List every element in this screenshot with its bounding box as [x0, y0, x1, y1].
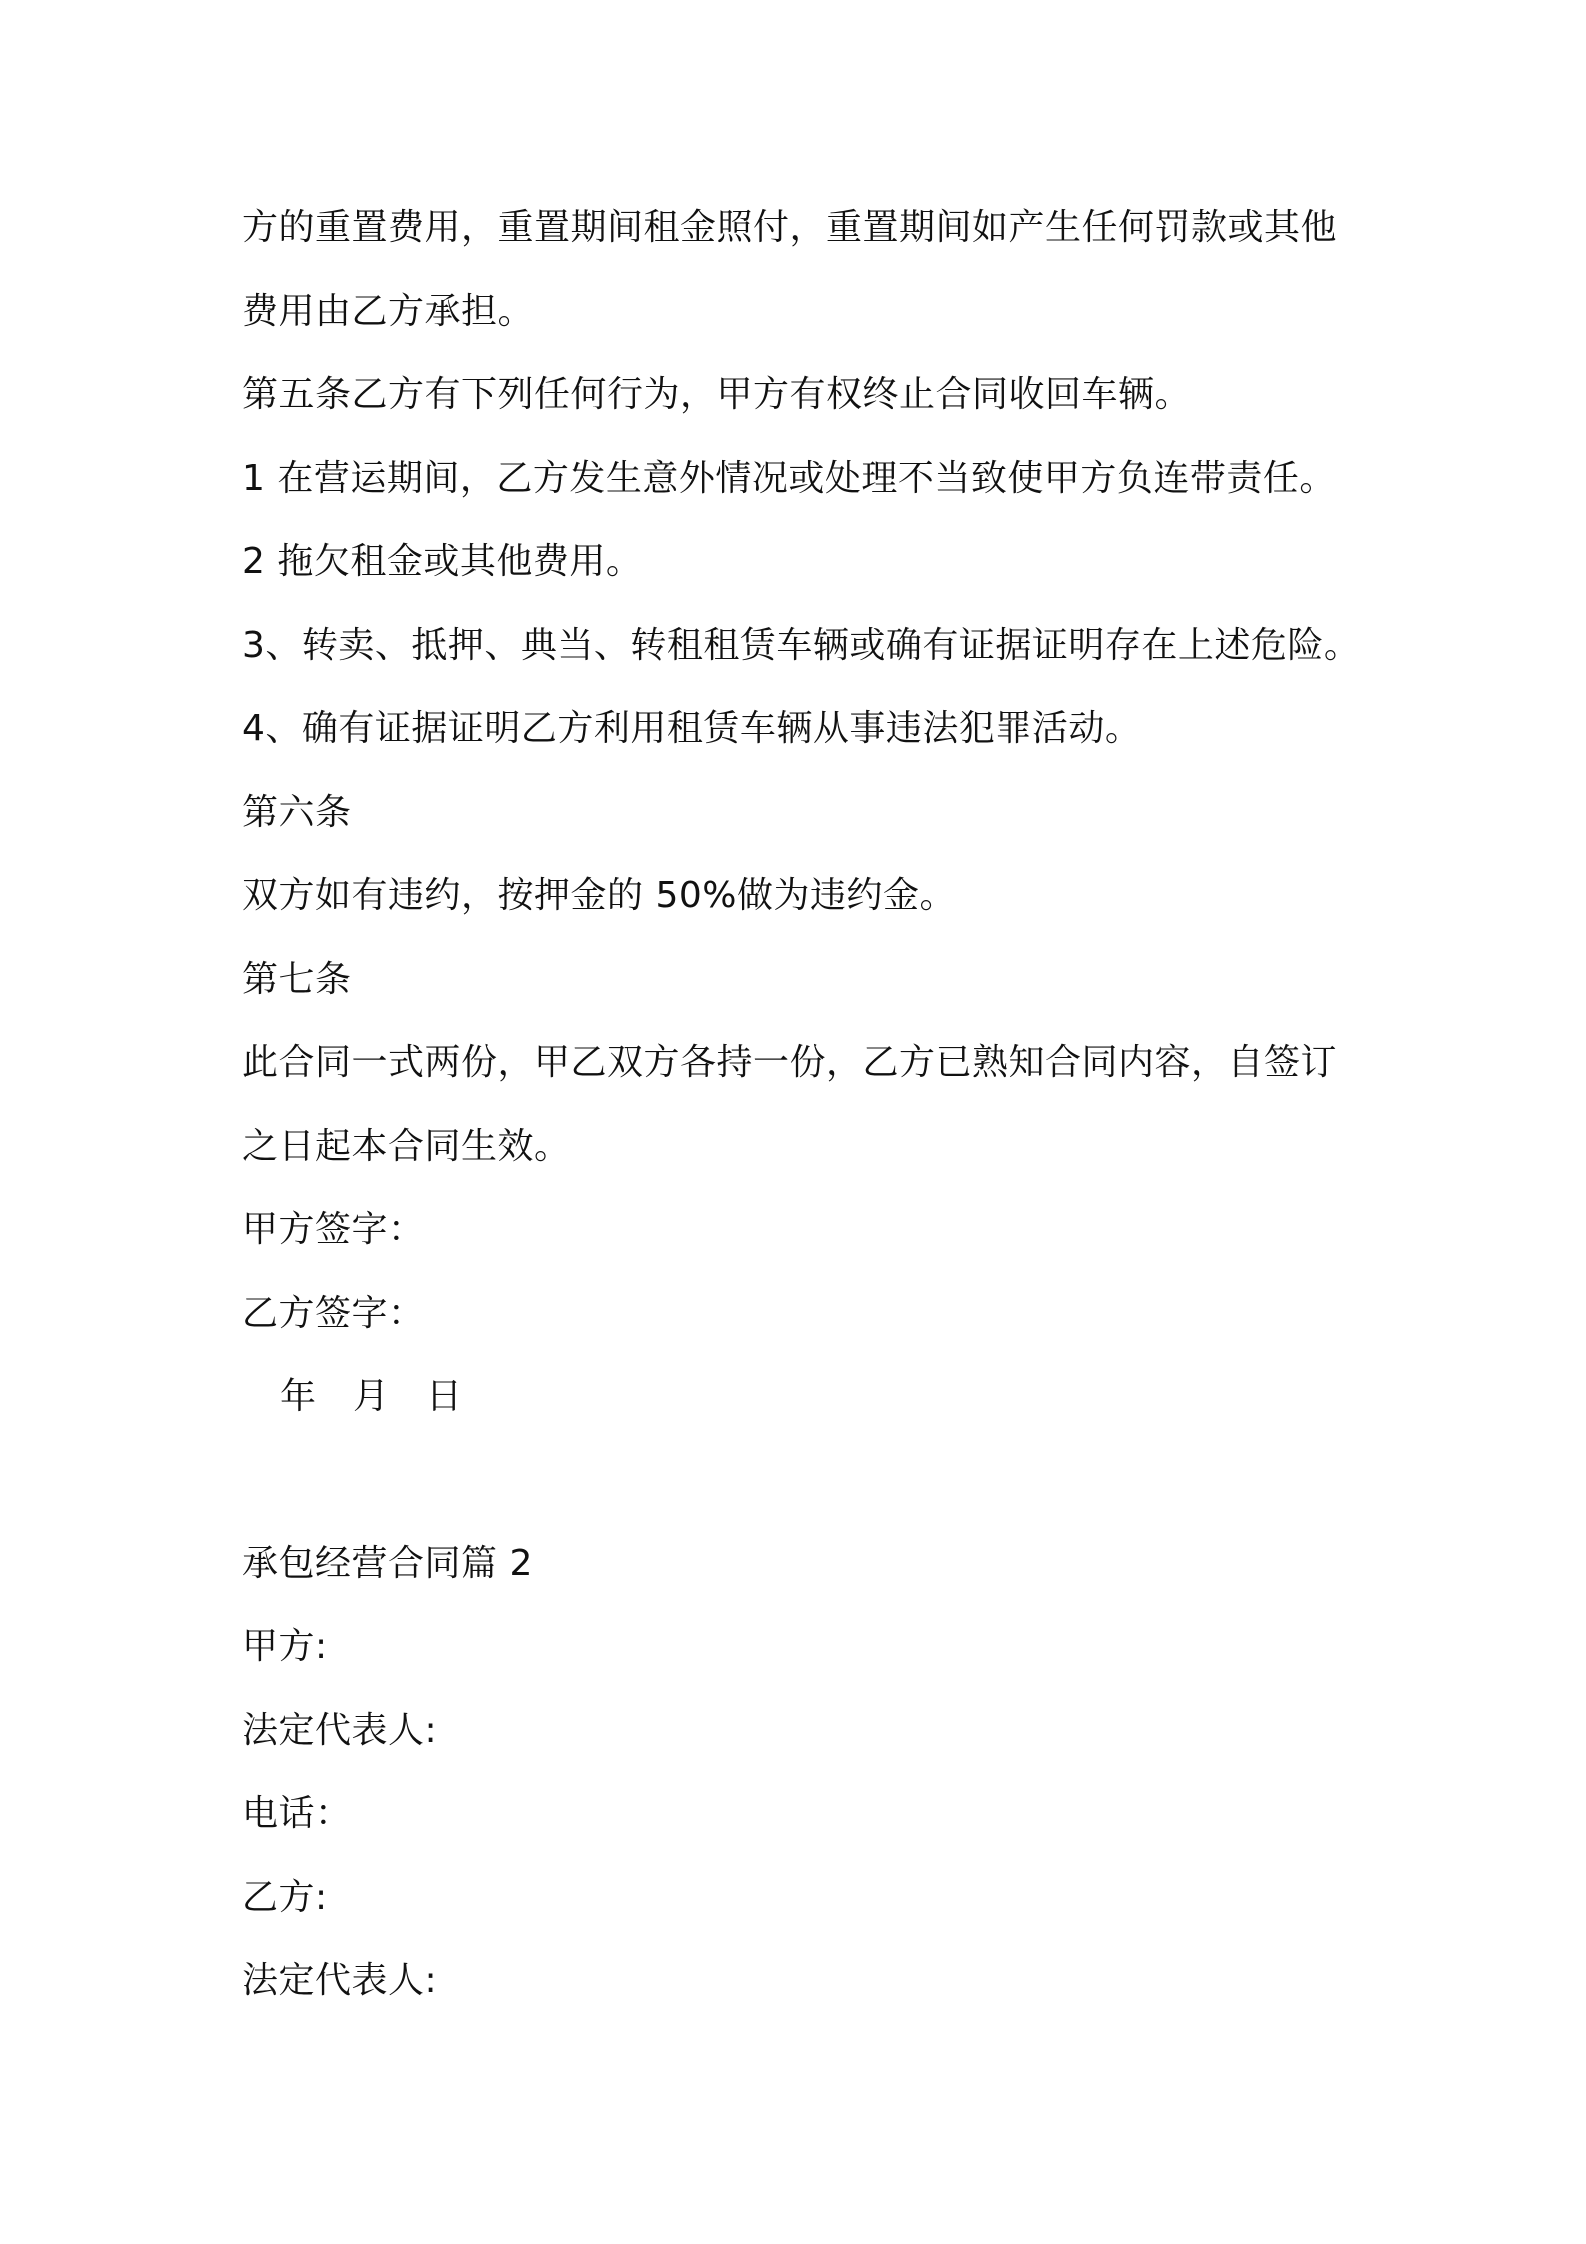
- article-5-heading: 第五条乙方有下列任何行为，甲方有权终止合同收回车辆。: [242, 374, 1192, 415]
- list-item: 1 在营运期间，乙方发生意外情况或处理不当致使甲方负连带责任。: [242, 458, 1336, 499]
- phone-label: 电话：: [242, 1793, 352, 1834]
- party-b-label: 乙方:: [242, 1877, 328, 1918]
- article-7-heading: 第七条: [242, 959, 352, 1000]
- party-b-signature-label: 乙方签字：: [242, 1293, 425, 1334]
- paragraph-line: 之日起本合同生效。: [242, 1126, 571, 1167]
- list-item: 4、确有证据证明乙方利用租赁车辆从事违法犯罪活动。: [242, 708, 1142, 749]
- legal-representative-label: 法定代表人:: [242, 1710, 438, 1751]
- article-6-heading: 第六条: [242, 792, 352, 833]
- date-line: 年 月 日: [280, 1376, 463, 1417]
- paragraph-line: 方的重置费用，重置期间租金照付，重置期间如产生任何罚款或其他: [242, 207, 1338, 248]
- paragraph-line: 此合同一式两份，甲乙双方各持一份，乙方已熟知合同内容，自签订: [242, 1042, 1338, 1083]
- paragraph-line: 费用由乙方承担。: [242, 291, 535, 332]
- paragraph-line: 双方如有违约，按押金的 50%做为违约金。: [242, 875, 956, 916]
- section-title: 承包经营合同篇 2: [242, 1543, 533, 1584]
- party-a-label: 甲方:: [242, 1626, 328, 1667]
- list-item: 2 拖欠租金或其他费用。: [242, 541, 643, 582]
- list-item: 3、转卖、抵押、典当、转租租赁车辆或确有证据证明存在上述危险。: [242, 625, 1361, 666]
- legal-representative-label: 法定代表人:: [242, 1960, 438, 2001]
- party-a-signature-label: 甲方签字：: [242, 1209, 425, 1250]
